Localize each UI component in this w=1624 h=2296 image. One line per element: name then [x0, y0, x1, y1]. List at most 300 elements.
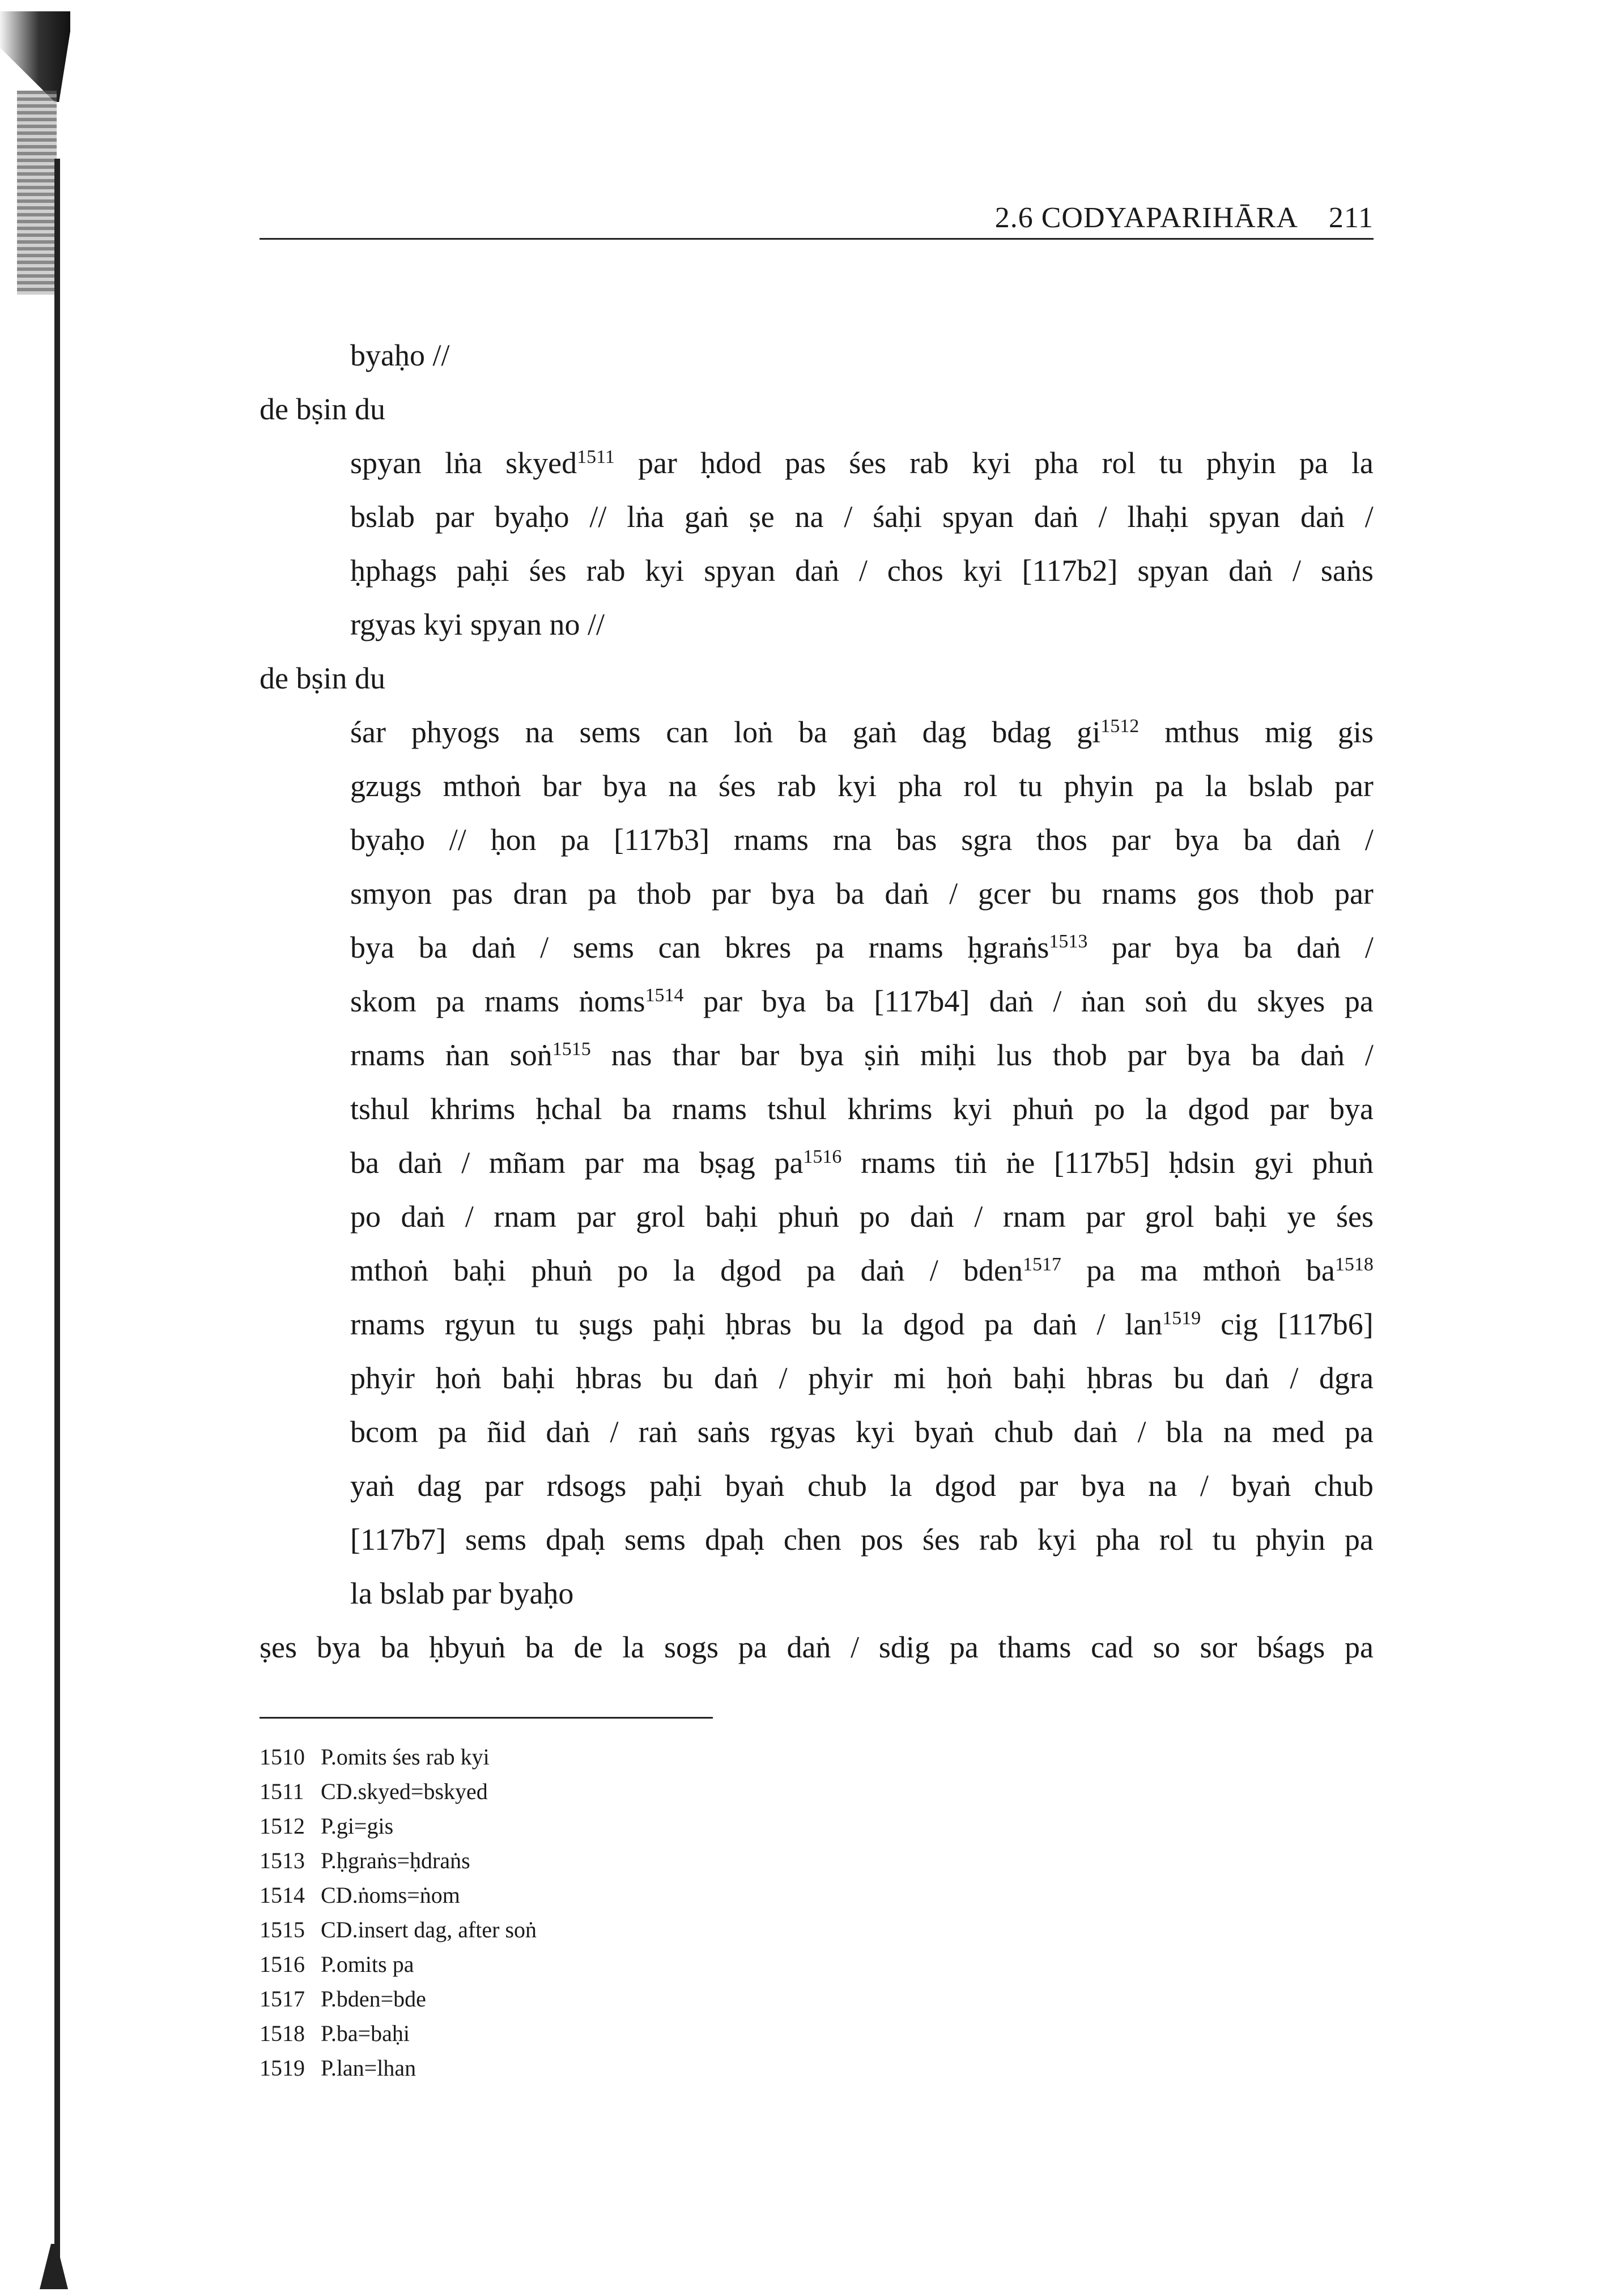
word: bya [316, 1630, 361, 1664]
footnote-text: P.omits pa [321, 1951, 414, 1977]
word: bṣag [699, 1146, 755, 1180]
word: pa [1345, 1630, 1374, 1664]
word: kyi [963, 554, 1002, 588]
word: bu [662, 1361, 694, 1395]
word: par [1334, 877, 1374, 911]
word: lhaḥi [1127, 500, 1189, 534]
word: dag [922, 715, 967, 749]
word: bṣin [296, 661, 347, 695]
text-line [350, 1136, 1374, 1190]
footnote-ref: 1514 [645, 985, 684, 1006]
word: rab [909, 446, 949, 480]
word: ḥgraṅs$^{1513}$ [967, 930, 1088, 964]
word: daṅ [1225, 1361, 1269, 1395]
word: rnams [350, 1038, 425, 1072]
word: ñid [487, 1415, 526, 1449]
footnote-text: CD.insert dag, after soṅ [321, 1917, 537, 1942]
text-line [350, 975, 1374, 1028]
word: na [668, 769, 698, 803]
word: smyon [350, 877, 432, 911]
word: ba [1251, 1038, 1281, 1072]
text-line [350, 1351, 1374, 1405]
word: la [1205, 769, 1227, 803]
text-line [260, 382, 1374, 436]
word: so [1153, 1630, 1180, 1664]
word: mi [893, 1361, 926, 1395]
word: tu [535, 1307, 559, 1341]
word: / [779, 1361, 788, 1395]
word: lṅa [627, 500, 665, 534]
word: miḥi [920, 1038, 976, 1072]
word: dgod [903, 1307, 965, 1341]
word: rnams [350, 1307, 425, 1341]
word: la [622, 1630, 645, 1664]
word: ḥbras [1086, 1361, 1153, 1395]
body-text [260, 329, 1374, 1674]
word: / [974, 1200, 983, 1234]
word: daṅ [1300, 500, 1345, 534]
word: can [658, 930, 701, 964]
word: par [712, 877, 751, 911]
word: ḥphags [350, 554, 437, 588]
word: rol [1159, 1523, 1193, 1557]
word: mig [1264, 715, 1312, 749]
word: grol [1145, 1200, 1194, 1234]
word: pa [738, 1630, 767, 1664]
word: ba [350, 1146, 379, 1180]
word: pa [1155, 769, 1184, 803]
text-line [350, 1405, 1374, 1459]
word: phyogs [411, 715, 500, 749]
running-head [260, 198, 1374, 240]
word: mthoṅ [1202, 1253, 1281, 1287]
word: dag [417, 1469, 462, 1503]
word: mthus [1164, 715, 1240, 749]
word: phuṅ [1312, 1146, 1374, 1180]
footnote-number: 1513 [260, 1848, 305, 1873]
word: par [637, 446, 677, 480]
word: tu [1018, 769, 1043, 803]
word: lus [996, 1038, 1032, 1072]
word: ba [380, 1630, 410, 1664]
word: bkres [725, 930, 792, 964]
word: pa [560, 823, 590, 857]
word: [117b7] [350, 1523, 446, 1557]
section-number: 2.6 [994, 202, 1034, 234]
word: pa [1344, 1523, 1374, 1557]
word: ba [798, 715, 827, 749]
word: skyed$^{1511}$ [505, 446, 615, 480]
word: bya [771, 877, 815, 911]
footnote-ref: 1513 [1049, 931, 1088, 952]
word: phyin [1255, 1523, 1325, 1557]
word: byaḥo [350, 823, 425, 857]
word: bslab [1248, 769, 1313, 803]
word: skyes [1257, 984, 1325, 1018]
word: bya [602, 769, 647, 803]
word: pos [860, 1523, 903, 1557]
word: $gi^{1512}$ [1077, 715, 1140, 749]
word: du [355, 661, 385, 695]
word: pa [1344, 984, 1374, 1018]
word: bar [542, 769, 582, 803]
word: śes [718, 769, 756, 803]
word: thos [1036, 823, 1087, 857]
text-line [350, 1190, 1374, 1244]
word: bya [1081, 1469, 1125, 1503]
text-line [350, 544, 1374, 598]
word: ḥdsin [1168, 1146, 1235, 1180]
word: ye [1287, 1200, 1316, 1234]
word: ṅan [1081, 984, 1125, 1018]
word: rnam [1002, 1200, 1066, 1234]
word: rab [586, 554, 626, 588]
word: tiṅ [954, 1146, 987, 1180]
word: tshul [350, 1092, 410, 1126]
word: bar [740, 1038, 780, 1072]
word: ḥdod [700, 446, 762, 480]
word: ṣugs [579, 1307, 634, 1341]
word: / [929, 1253, 938, 1287]
word: phyir [350, 1361, 415, 1395]
word: no [549, 607, 580, 641]
footnote [260, 1774, 939, 1809]
word: rnams [861, 1146, 936, 1180]
word: par [584, 1146, 624, 1180]
word: ḥbras [725, 1307, 792, 1341]
word: la [673, 1253, 695, 1287]
text-line [350, 1082, 1374, 1136]
word: gaṅ [684, 500, 729, 534]
text-line [350, 1567, 1374, 1621]
word: chub [1313, 1469, 1374, 1503]
word: pa [438, 1415, 467, 1449]
word: skom [350, 984, 417, 1018]
footnote [260, 1740, 939, 1774]
word: sgra [961, 823, 1013, 857]
word: par [1127, 1038, 1167, 1072]
word: pas [452, 877, 493, 911]
word: chub [807, 1469, 867, 1503]
word: gyi [1254, 1146, 1294, 1180]
word: gcer [977, 877, 1031, 911]
word: / [1364, 500, 1374, 534]
word: daṅ [1300, 1038, 1345, 1072]
footnote-number: 1511 [260, 1779, 304, 1804]
footnote-number: 1516 [260, 1951, 305, 1977]
binding-edge-line [54, 159, 60, 2289]
word: ḥbras [575, 1361, 642, 1395]
word: bya [350, 930, 394, 964]
word: bya [1329, 1092, 1374, 1126]
word: chub [994, 1415, 1054, 1449]
word: pa [984, 1307, 1013, 1341]
word: kyi [423, 607, 463, 641]
word: gzugs [350, 769, 422, 803]
footnote-text: P.omits śes rab kyi [321, 1744, 490, 1770]
word: rnams [671, 1092, 747, 1126]
text-line [350, 329, 1374, 382]
word: bden$^{1517}$ [963, 1253, 1062, 1287]
word: spyan [942, 500, 1014, 534]
word: na [525, 715, 554, 749]
word: / [461, 1146, 470, 1180]
word: dgod [934, 1469, 996, 1503]
word: dpaḥ [545, 1523, 605, 1557]
word: bas [896, 823, 937, 857]
footnote-ref: 1519 [1162, 1308, 1201, 1329]
word: par [1111, 823, 1151, 857]
word: sdig [878, 1630, 930, 1664]
word: kyi [972, 446, 1011, 480]
word: / [1200, 1469, 1209, 1503]
word: ḥchal [535, 1092, 602, 1126]
word: [117b2] [1022, 554, 1118, 588]
text-line [350, 436, 1374, 490]
word: / [1364, 1038, 1374, 1072]
word: cig [1221, 1307, 1259, 1341]
word: sogs [664, 1630, 719, 1664]
word: pha [1034, 446, 1079, 480]
word: na [1223, 1415, 1252, 1449]
word: dran [513, 877, 568, 911]
word: saṅs [697, 1415, 750, 1449]
word: baḥi [1214, 1200, 1268, 1234]
footnote [260, 2016, 939, 2051]
footnote-number: 1514 [260, 1882, 305, 1908]
word: na [1148, 1469, 1177, 1503]
word: rgyas [350, 607, 416, 641]
word: daṅ [1296, 823, 1341, 857]
word: phyir [808, 1361, 873, 1395]
footnote-text: P.gi=gis [321, 1813, 394, 1839]
word: ba [622, 1092, 652, 1126]
text-line [350, 1513, 1374, 1567]
word: daṅ [1073, 1415, 1118, 1449]
word: ba [825, 984, 854, 1018]
word: spyan [470, 607, 542, 641]
word: bslab [350, 500, 415, 534]
word: sems [624, 1523, 686, 1557]
binding-edge-top [0, 11, 70, 102]
word: phyin [1206, 446, 1276, 480]
word: khrims [847, 1092, 933, 1126]
binding-edge-foot [40, 2244, 68, 2289]
word: par [1112, 930, 1151, 964]
word: par [1334, 769, 1374, 803]
word: daṅ [398, 1146, 443, 1180]
word: can [666, 715, 709, 749]
word: de [260, 661, 288, 695]
word: daṅ [401, 1200, 445, 1234]
word: byaṅ [915, 1415, 975, 1449]
word: ḥbyuṅ [429, 1630, 506, 1664]
word: pha [898, 769, 942, 803]
footnote-number: 1515 [260, 1917, 305, 1942]
footnote-ref: 1516 [803, 1146, 842, 1167]
word: dgra [1319, 1361, 1374, 1395]
word: na [794, 500, 824, 534]
word: par [1019, 1469, 1058, 1503]
word: bu [811, 1307, 842, 1341]
footnote [260, 2051, 939, 2085]
text-line [350, 867, 1374, 921]
word: / [1096, 1307, 1106, 1341]
word: gis [1337, 715, 1374, 749]
word: ḥoṅ [435, 1361, 482, 1395]
word: daṅ [787, 1630, 831, 1664]
word: baḥi [502, 1361, 555, 1395]
word: dpaḥ [704, 1523, 764, 1557]
word: [117b3] [614, 823, 710, 857]
word: thob [1052, 1038, 1107, 1072]
word: gaṅ [852, 715, 897, 749]
footnotes [260, 1740, 939, 2085]
word: rna [832, 823, 872, 857]
word: phuṅ [1012, 1092, 1074, 1126]
word: kyi [953, 1092, 992, 1126]
word: tshul [767, 1092, 827, 1126]
word: mthoṅ [443, 769, 521, 803]
word: bslab [380, 1576, 445, 1610]
word: / [949, 877, 958, 911]
word: kyi [837, 769, 877, 803]
word: daṅ [909, 1200, 954, 1234]
word: bya [1187, 1038, 1231, 1072]
word: śaḥi [873, 500, 922, 534]
word: baḥi [1013, 1361, 1066, 1395]
footnote [260, 1912, 939, 1947]
word: la [350, 1576, 372, 1610]
binding-edge-texture [17, 91, 57, 295]
word: daṅ [1228, 554, 1273, 588]
footnote [260, 1809, 939, 1843]
word: / [844, 500, 853, 534]
word: / [1053, 984, 1062, 1018]
text-line [350, 490, 1374, 544]
word: daṅ [795, 554, 840, 588]
word: loṅ [734, 715, 773, 749]
text-line [350, 1244, 1374, 1298]
word: ṅe [1006, 1146, 1035, 1180]
word: spyan [350, 446, 422, 480]
footnote [260, 1843, 939, 1878]
word: par [576, 1200, 616, 1234]
word: daṅ [546, 1415, 590, 1449]
word: pa [815, 930, 844, 964]
word: sems [572, 930, 634, 964]
word: dgod [720, 1253, 782, 1287]
word: śes [922, 1523, 960, 1557]
word: soṅ [1145, 984, 1188, 1018]
footnote-number: 1518 [260, 2021, 305, 2046]
word: bya [800, 1038, 844, 1072]
word: byaṅ [725, 1469, 785, 1503]
word: daṅ [1034, 500, 1078, 534]
word: thams [998, 1630, 1072, 1664]
word: ṅoms$^{1514}$ [579, 984, 684, 1018]
binding-edge [0, 0, 74, 2296]
word: dgod [1188, 1092, 1249, 1126]
page-number: 211 [1328, 202, 1374, 234]
running-head-text [995, 201, 1374, 235]
word: tu [1159, 446, 1183, 480]
word: ba [525, 1630, 554, 1664]
word: pa [949, 1630, 979, 1664]
word: // [589, 500, 607, 534]
word: $pa^{1516}$ [774, 1146, 842, 1180]
word: śes [529, 554, 567, 588]
word: $ba^{1518}$ [1306, 1253, 1374, 1287]
section-title: CODYAPARIHĀRA [1041, 202, 1298, 234]
word: de [260, 392, 288, 426]
word: paḥi [649, 1469, 702, 1503]
word: daṅ [860, 1253, 905, 1287]
word: lan$^{1519}$ [1125, 1307, 1201, 1341]
word: ṣes [260, 1630, 297, 1664]
word: rnams [868, 930, 943, 964]
word: / [540, 930, 549, 964]
word: / [851, 1630, 860, 1664]
word: kyi [1037, 1523, 1077, 1557]
footnote-ref: 1512 [1100, 716, 1140, 737]
word: de [573, 1630, 603, 1664]
word: po [350, 1200, 381, 1234]
word: pas [785, 446, 826, 480]
word: / [610, 1415, 619, 1449]
word: thar [672, 1038, 720, 1072]
word: bdag [992, 715, 1052, 749]
word: / [1364, 930, 1374, 964]
text-line [350, 921, 1374, 975]
word: ṅan [445, 1038, 490, 1072]
word: du [1206, 984, 1238, 1018]
word: paḥi [653, 1307, 706, 1341]
word: saṅs [1320, 554, 1374, 588]
word: bśags [1257, 1630, 1325, 1664]
word: ba [1243, 823, 1273, 857]
word: bu [1174, 1361, 1205, 1395]
text-line [350, 598, 1374, 652]
word: śar [350, 715, 386, 749]
footnote-text: CD.skyed=bskyed [321, 1779, 488, 1804]
word: po [859, 1200, 890, 1234]
footnote-text: P.ḥgraṅs=ḥdraṅs [321, 1848, 470, 1873]
word: daṅ [1032, 1307, 1077, 1341]
word: spyan [1137, 554, 1209, 588]
footnote-ref: 1511 [577, 447, 615, 467]
word: bla [1166, 1415, 1204, 1449]
word: // [588, 607, 605, 641]
footnote [260, 1878, 939, 1912]
word: [117b6] [1277, 1307, 1374, 1341]
footnote-text: P.lan=lhan [321, 2055, 416, 2081]
word: nas [611, 1038, 652, 1072]
word: daṅ [471, 930, 516, 964]
word: ṣe [749, 500, 775, 534]
word: rgyas [770, 1415, 836, 1449]
word: byaḥo [350, 338, 425, 372]
word: daṅ [1296, 930, 1341, 964]
word: la [1351, 446, 1374, 480]
word: la [861, 1307, 884, 1341]
word: khrims [430, 1092, 516, 1126]
footnote-text: CD.ṅoms=ṅom [321, 1882, 460, 1908]
footnote-rule [260, 1717, 713, 1719]
word: pa [1299, 446, 1328, 480]
word: spyan [704, 554, 776, 588]
footnote-ref: 1517 [1023, 1254, 1062, 1275]
